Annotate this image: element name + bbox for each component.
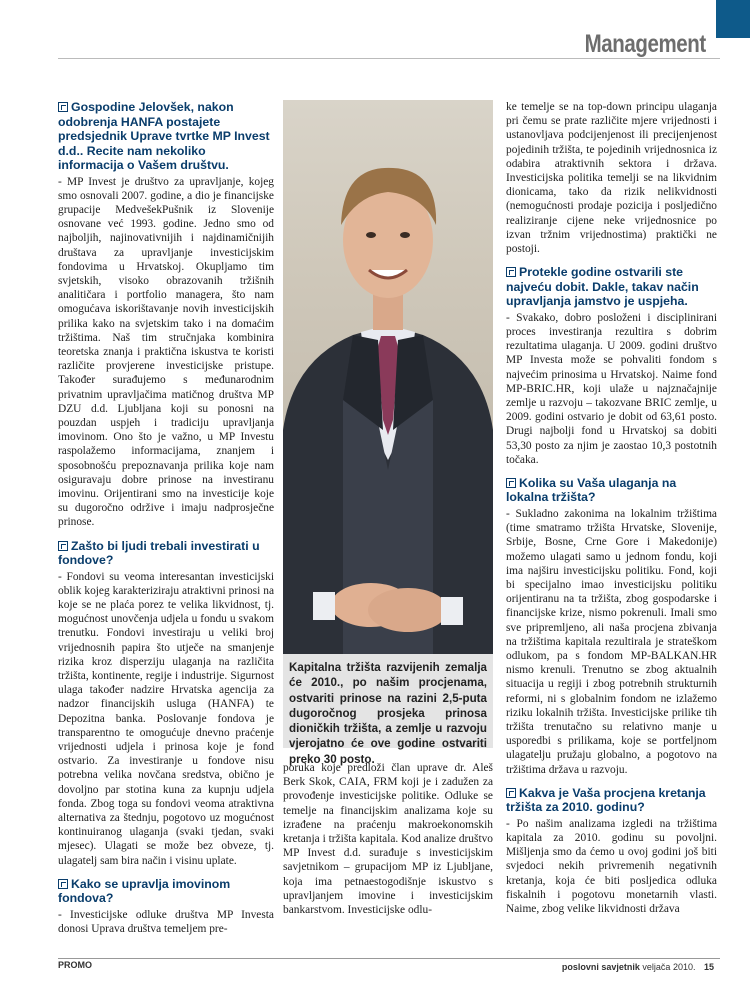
question-icon (58, 879, 68, 889)
question-5: Kolika su Vaša ulaganja na lokalna tržišta? (506, 475, 677, 505)
section-title: Management (584, 30, 706, 58)
question-1: Gospodine Jelovšek, nakon odobrenja HANFA postajete predsjednik Uprave tvrtke MP Invest d.d.. Recite nam nekoliko informacija o Vašem društvu. (58, 100, 270, 172)
answer-3-continued: poruka koje predloži član uprave dr. Aleš Berk Skok, CAIA, FRM koji je i zadužen za provođenje investicijske politike. Odluke se temelje na financijskim analizama koje su izrađene na praćenju makroekonomskih kretanja i tržišta kapitala. Kod analize društvo MP Invest d.d. surađuje s investicijskim savjetnikom – grupacijom MP iz Ljubljane, koja ima petnaestogodišnje iskustvo s upravljanjem imovine i investicijskim bankarstvom. Investicijske odlu- (283, 762, 493, 917)
answer-5: - Sukladno zakonima na lokalnim tržištima (time smatramo tržišta Hrvatske, Slovenije, Srbije, Bosne, Crne Gore i Makedonije) možemo ulagati samo u jednom fondu, koji ima najširu investicijsku politiku. Fond, koji bi specijalno imao investicijsku politiku orijentiranu na ta tržišta, zbog gospodarske i financijske krize, nismo pokrenuli. Imali smo sve pripremljeno, ali naša procjena zbivanja na tržištima kapitala rezultirala je strateškom odlukom, pa s fondom MP-BALKAN.HR nismo krenuli. Trenutno se zbog aktualnih situacija u regiji i zbog potrebnih strukturnih reformi, ni s globalnim fondom ne izlažemo riziku lokalnih tržišta. Investicijske prilike tih tržišta trenutačno su relativno manje u usporedbi s prilikama, koje se portfeljnom ulagatelju pružaju globalno, a pogotovo na tržištima država u razvoju. (506, 507, 717, 776)
question-3: Kako se upravlja imovinom fondova? (58, 876, 231, 906)
answer-4: - Svakako, dobro posloženi i disciplinirani proces investiranja rezultira s dobrim rezultatima ulaganja. U 2009. godini društvo MP Investa može se pohvaliti fondom s najvećim prinosima u Hrvatskoj. Naime fond MP-BRIC.HR, koji ulaže u najznačajnije zemlje u razvoju – takozvane BRIC zemlje, u 2009. godini ostvario je dobit od 63,61 posto. Drugi najbolji fond u Hrvatskoj sa dobiti 53,30 posto za njim je zaostao 10,3 postotnih točaka. (506, 311, 717, 466)
question-2: Zašto bi ljudi trebali investirati u fondove? (58, 538, 260, 568)
photo-caption: Kapitalna tržišta razvijenih zemalja će 2010., po našim procjenama, ostvariti prinose na razini 2,5-puta dugoročnog prosjeka prinosa dioničkih tržišta, a zemlje u razvoju vjerojatno će ove godine ostvariti preko 30 posto. (283, 654, 493, 748)
answer-6: - Po našim analizama izgledi na tržištima kapitala za 2010. godinu su povoljni. Mišljenja smo da ćemo u ovoj godini još biti svjedoci nekih privremenih negativnih kretanja, koja će biti posljedica odluka fiskalnih i pogotovu monetarnih vlasti. Naime, zbog velike likvidnosti država (506, 817, 717, 916)
question-icon (58, 102, 68, 112)
question-icon (58, 541, 68, 551)
header-divider (58, 58, 720, 59)
magazine-name: poslovni savjetnik (561, 962, 640, 972)
issue-date: veljača 2010. (642, 962, 696, 972)
question-icon (506, 267, 516, 277)
answer-3: - Investicijske odluke društva MP Investa donosi Uprava društva temeljem pre- (58, 908, 274, 936)
footer-divider (58, 958, 720, 959)
column-2 (283, 761, 493, 926)
portrait-illustration (283, 100, 493, 654)
column-3 (506, 100, 717, 925)
section-color-tab (716, 0, 750, 38)
question-4: Protekle godine ostvarili ste najveću dobit. Dakle, takav način upravljanja jamstvo je uspjeha. (506, 265, 699, 309)
page-number: 15 (703, 962, 714, 972)
question-icon (506, 788, 516, 798)
answer-3-continued-2: ke temelje se na top-down principu ulaganja pri čemu se prate različite mjere vrijednosti i ustanovljava podcijenjenost ili precijenjenost pojedinih tržišta, te pojedinih vrijednosnica iz odabira atraktivnih sektora i država. Investicijska politika temelji se na likvidnim dionicama, tako da rizik nelikvidnosti (nemogućnosti prodaje pozicija i posljedično realiziranje cijene neke vrijednosnice po izvan tržnim vrijednostima) praktički ne postoji. (506, 101, 717, 256)
answer-1: - MP Invest je društvo za upravljanje, kojeg smo osnovali 2007. godine, a dio je financijske grupacije MedvešekPušnik iz Slovenije osnovane već 1993. godine. Jedno smo od najboljih, najinovativnijih i najdinamičnijih društava za upravljanje investicijskim fondovima u Hrvatskoj. Okupljamo tim svjetskih, visoko obrazovanih tržišnih analitičara i portfolio managera, što nam omogućava iskorištavanje novih investicijskih prilika kako na svjetskim tako i na domaćim tržištima. Naš tim stručnjaka kombinira teoretska znanja i praktična iskustva te koristi različite provjerene investicijske pristupe. Također surađujemo s međunarodnim privatnim upravljačima matičnog društva MP DZU d.d. Ljubljana koji su ponosni na pouzdan uspjeh i tradiciju upravljanja imovinom. Ono što je važno, u MP Investu raspolažemo informacijama, znanjem i sposobnošću prepoznavanja prilika koje nam osiguravaju dobre prinose na investiranu imovinu. Orijentirani smo na investicije koje su dugoročno održive i imaju nadprosječne prinose. (58, 175, 274, 529)
answer-2: - Fondovi su veoma interesantan investicijski oblik kojeg karakteriziraju atraktivni prinosi na koje se ne plaća porez te velika likvidnost, tj. mogućnost unovčenja udjela u fondu u svakom trenutku. Fondovi investiraju u veliki broj vrijednosnih papira što utječe na smanjenje rizika kroz disperziju ulaganja na različita tržišta, kontinente, regije i industrije. Sigurnost ulaga također nadzire Hrvatska agencija za nadzor financijskih usluga (HANFA) te Depozitna banka. Poslovanje fondova je transparentno te omogućuje dnevno praćenje vrijednosti udjela i prinosa koje je fond ostvario. Za investiranje u fondove nisu potrebna velika novčana sredstva, obično je dovoljno par stotina kuna za kupnju udjela fonda. Zbog toga su fondovi veoma atraktivna alternativa za štednju, pogotovo uz mogućnost kontinuiranog ulaganja (svaki tjedan, svaki mjesec). Ulagati se može bez obveze, tj. ulagatelj sam bira način i visinu uplate. (58, 570, 274, 867)
question-6: Kakva je Vaša procjena kretanja tržišta za 2010. godinu? (506, 785, 706, 815)
portrait-photo (283, 100, 493, 654)
promo-label: PROMO (58, 960, 93, 970)
footer-info (562, 962, 714, 972)
column-1 (58, 100, 274, 945)
question-icon (506, 478, 516, 488)
